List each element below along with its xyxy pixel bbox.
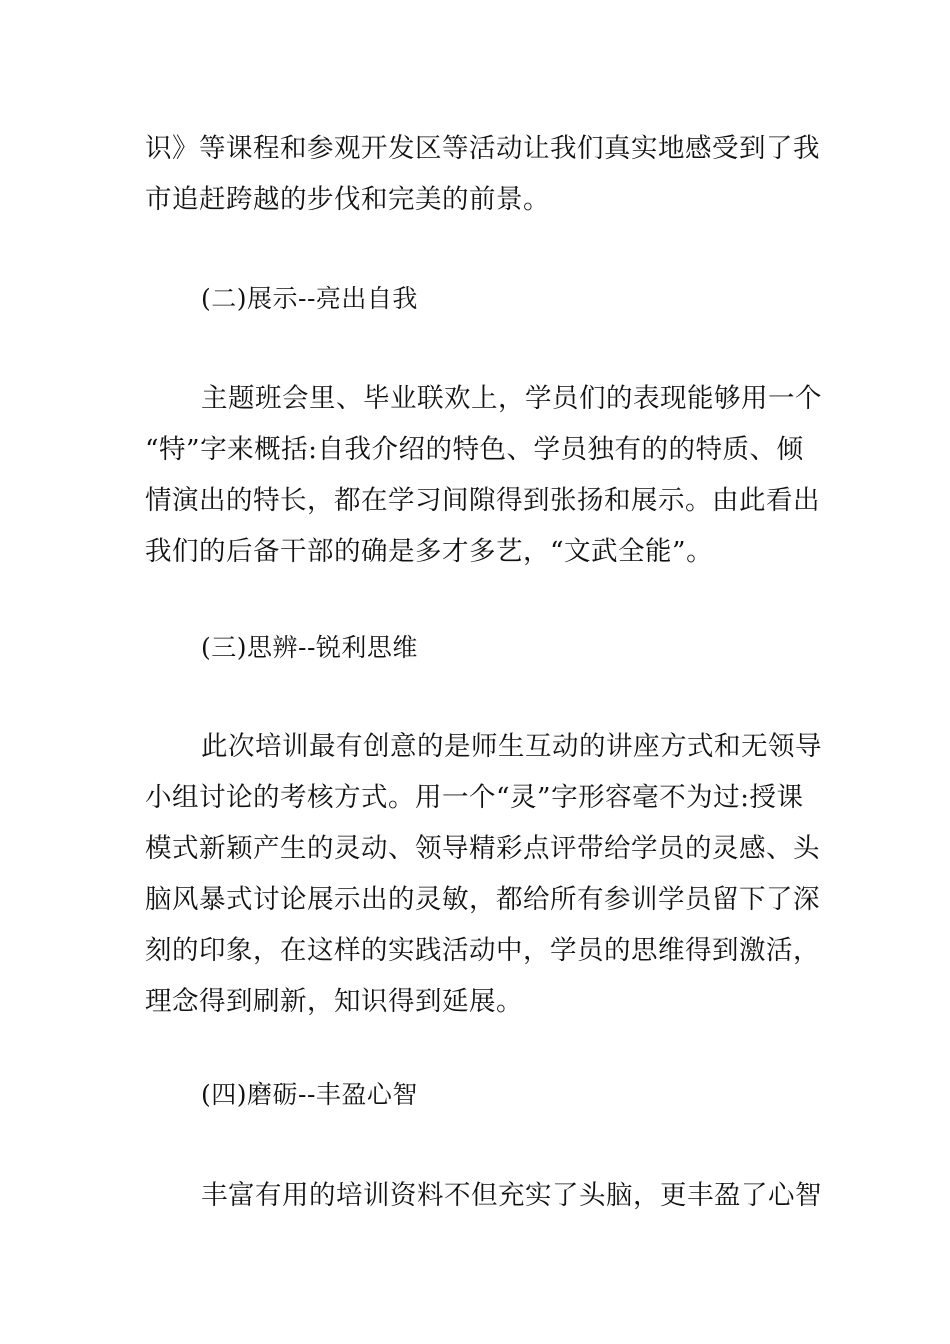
paragraph-1: [145, 123, 820, 225]
section-heading-3-text: (三)思辨--锐利思维: [201, 633, 418, 662]
paragraph-3-line-3: 模式新颖产生的灵动、领导精彩点评带给学员的灵感、头: [145, 833, 820, 864]
paragraph-3-line-2: 小组讨论的考核方式。用一个“灵”字形容毫不为过:授课: [145, 782, 804, 813]
paragraph-3-line-4: 脑风暴式讨论展示出的灵敏，都给所有参训学员留下了深: [145, 884, 820, 915]
paragraph-1-line-1: 识》等课程和参观开发区等活动让我们真实地感受到了我: [145, 133, 820, 164]
section-heading-2: [145, 273, 810, 324]
paragraph-2-line-1: 主题班会里、毕业联欢上，学员们的表现能够用一个: [201, 383, 822, 414]
section-heading-2-text: (二)展示--亮出自我: [201, 284, 418, 313]
section-heading-3: [145, 622, 810, 673]
paragraph-3: [145, 721, 822, 1027]
paragraph-3-line-5: 刻的印象，在这样的实践活动中，学员的思维得到激活，: [145, 935, 820, 966]
paragraph-2-line-4: 我们的后备干部的确是多才多艺，“文武全能”。: [145, 536, 714, 567]
section-heading-4: [145, 1069, 810, 1120]
paragraph-3-line-1: 此次培训最有创意的是师生互动的讲座方式和无领导: [201, 731, 822, 762]
section-heading-4-text: (四)磨砺--丰盈心智: [201, 1080, 418, 1109]
paragraph-4: [145, 1170, 822, 1221]
paragraph-1-line-2: 市追赶跨越的步伐和完美的前景。: [145, 184, 550, 215]
paragraph-3-line-6: 理念得到刷新，知识得到延展。: [145, 986, 523, 1017]
paragraph-4-line-1: 丰富有用的培训资料不但充实了头脑，更丰盈了心智: [201, 1180, 822, 1211]
paragraph-2: [145, 373, 822, 577]
paragraph-2-line-2: “特”字来概括:自我介绍的特色、学员独有的的特质、倾: [145, 434, 804, 465]
paragraph-2-line-3: 情演出的特长，都在学习间隙得到张扬和展示。由此看出: [145, 485, 820, 516]
